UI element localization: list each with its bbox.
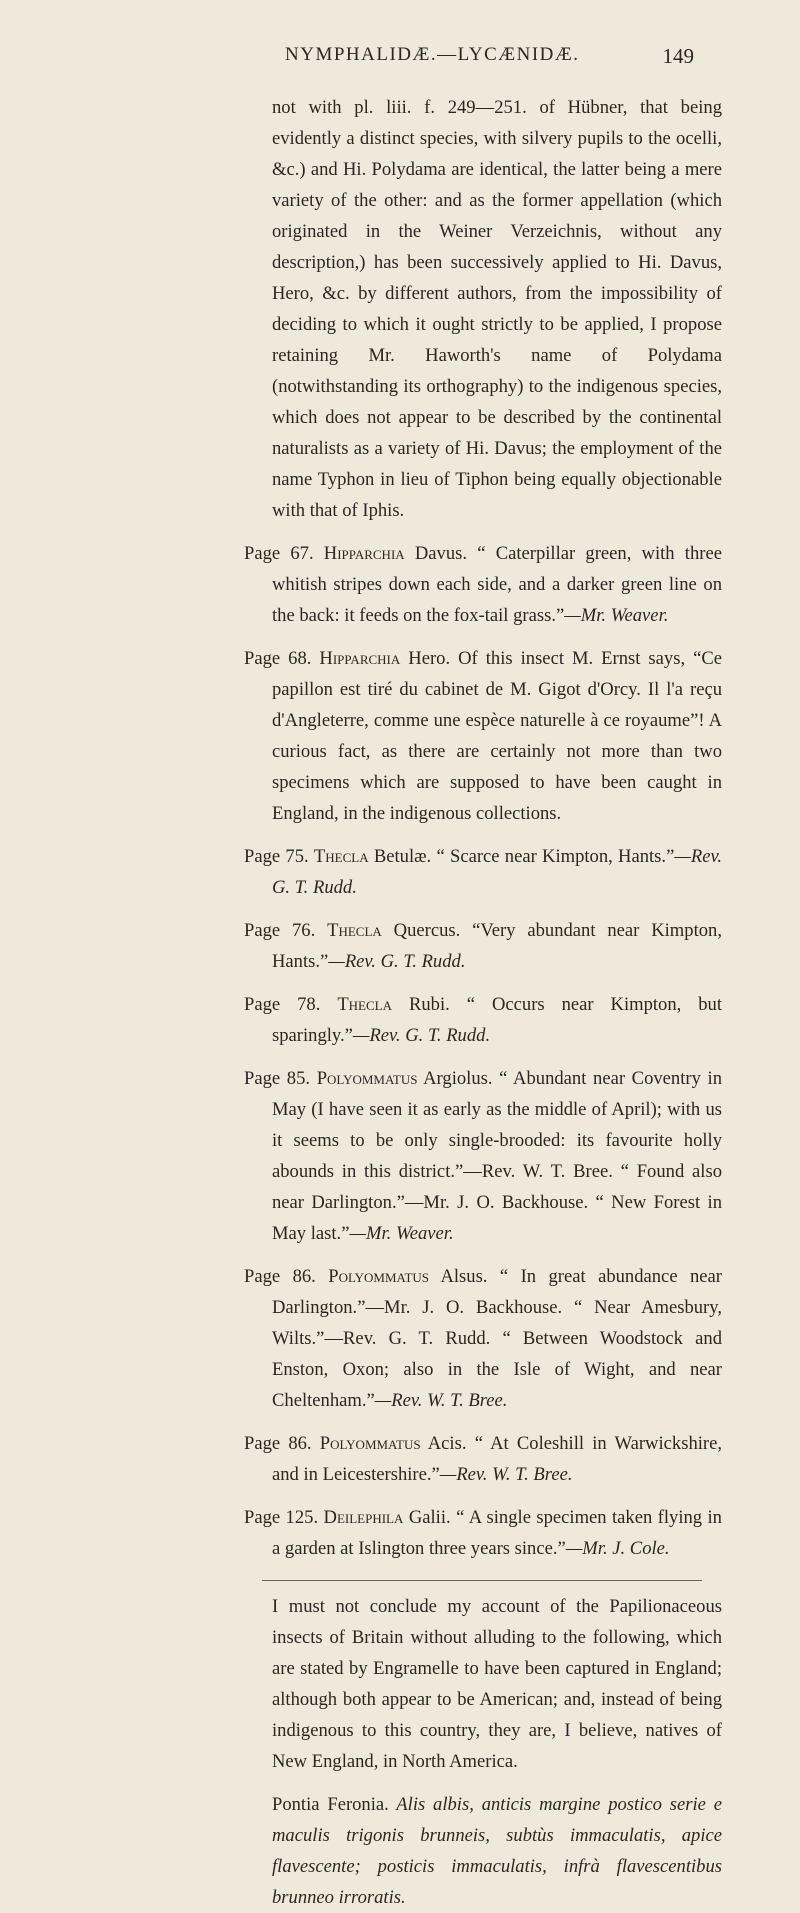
entry-species: Alsus.	[440, 1266, 488, 1287]
entry-text: “Very abundant near Kimpton, Hants.”	[272, 920, 722, 972]
entry-authority: —Rev. G. T. Rudd.	[352, 1025, 491, 1046]
page-body	[0, 92, 800, 1913]
entry-text: “ Scarce near Kimpton, Hants.”	[436, 846, 675, 867]
entry-genus: Hipparchia	[323, 543, 405, 564]
entry-page-ref: Page 78.	[244, 994, 321, 1015]
entry-genus: Thecla	[327, 920, 382, 941]
entry-page-86-alsus	[0, 1261, 800, 1416]
entry-species: Betulæ.	[373, 846, 432, 867]
entry-text: “ Abundant near Coventry in May (I have seen it as early as the middle of April); with us it seems to be only single-brooded: its favourite holly abounds in this district.”—Rev. W. T. Bree. “ Found also near Darlington.”—Mr. J. O. Backhouse. “ New Forest in May last.”	[272, 1068, 722, 1244]
entry-page-ref: Page 86.	[244, 1433, 312, 1454]
page-number: 149	[662, 44, 694, 68]
entry-genus: Polyommatus	[328, 1266, 430, 1287]
entry-page-85	[0, 1063, 800, 1249]
entry-species: Davus.	[414, 543, 468, 564]
entry-text: “ Occurs near Kimpton, but sparingly.”	[272, 994, 722, 1046]
entry-text: “ A single specimen taken flying in a garden at Islington three years since.”	[272, 1507, 722, 1559]
entry-authority: —Rev. W. T. Bree.	[374, 1390, 508, 1411]
entry-page-ref: Page 125.	[244, 1507, 319, 1528]
entry-page-ref: Page 75.	[244, 846, 309, 867]
entry-genus: Deilephila	[323, 1507, 404, 1528]
entry-page-78	[0, 989, 800, 1051]
entry-page-67	[0, 538, 800, 631]
entry-page-125	[0, 1502, 800, 1564]
entry-genus: Hipparchia	[319, 648, 401, 669]
entry-authority: —Rev. G. T. Rudd.	[272, 846, 722, 898]
entry-authority: —Mr. J. Cole.	[565, 1538, 670, 1559]
entry-species: Acis.	[427, 1433, 467, 1454]
entry-text: “ In great abundance near Darlington.”—Mr. J. O. Backhouse. “ Near Amesbury, Wilts.”—Rev. G. T. Rudd. “ Between Woodstock and Enston, Oxon; also in the Isle of Wight, and near Cheltenham.”	[272, 1266, 722, 1411]
entry-text: “ At Coleshill in Warwickshire, and in Leicestershire.”	[272, 1433, 722, 1485]
entry-genus: Polyommatus	[316, 1068, 418, 1089]
entry-authority: —Rev. W. T. Bree.	[439, 1464, 573, 1485]
entry-page-ref: Page 85.	[244, 1068, 311, 1089]
entry-species: Hero.	[408, 648, 451, 669]
entry-page-76	[0, 915, 800, 977]
entry-genus: Thecla	[313, 846, 369, 867]
page-header	[0, 44, 800, 80]
entry-page-75	[0, 841, 800, 903]
section-divider	[262, 1580, 702, 1581]
entry-text: Of this insect M. Ernst says, “Ce papillon est tiré du cabinet de M. Gigot d'Orcy. Il l'a reçu d'Angleterre, comme une espèce naturelle à ce royaume”! A curious fact, as there are certainly not more than two specimens which are supposed to have been caught in England, in the indigenous collections.	[272, 648, 722, 824]
entry-page-ref: Page 67.	[244, 543, 314, 564]
entry-list	[0, 538, 800, 1564]
running-head: NYMPHALIDÆ.—LYCÆNIDÆ.	[285, 44, 580, 65]
closing-paragraph: I must not conclude my account of the Papilionaceous insects of Britain without alluding to the following, which are stated by Engramelle to have been captured in England; although both appear to be American; and, instead of being indigenous to this country, they are, I believe, natives of New England, in North America.	[272, 1596, 722, 1772]
entry-text: “ Caterpillar green, with three whitish stripes down each side, and a darker green line on the back: it feeds on the fox-tail grass.”	[272, 543, 722, 626]
entry-page-86-acis	[0, 1428, 800, 1490]
latin-species-name: Pontia Feronia.	[272, 1794, 389, 1815]
entry-species: Quercus.	[393, 920, 461, 941]
entry-species: Galii.	[408, 1507, 451, 1528]
entry-species: Rubi.	[408, 994, 450, 1015]
entry-page-ref: Page 68.	[244, 648, 312, 669]
entry-authority: —Mr. Weaver.	[349, 1223, 454, 1244]
entry-authority: —Mr. Weaver.	[564, 605, 669, 626]
entry-page-68	[0, 643, 800, 829]
entry-page-ref: Page 86.	[244, 1266, 316, 1287]
entry-authority: —Rev. G. T. Rudd.	[328, 951, 466, 972]
entry-species: Argiolus.	[423, 1068, 493, 1089]
entry-page-ref: Page 76.	[244, 920, 316, 941]
intro-paragraph: not with pl. liii. f. 249—251. of Hübner, that being evidently a distinct species, with silvery pupils to the ocelli, &c.) and Hi. Polydama are identical, the latter being a mere variety of the other: and as the former appellation (which originated in the Weiner Verzeichnis, without any description,) has been successively applied to Hi. Davus, Hero, &c. by different authors, from the impossibility of deciding to which it ought strictly to be applied, I propose retaining Mr. Haworth's name of Polydama (notwithstanding its orthography) to the indigenous species, which does not appear to be described by the continental naturalists as a variety of Hi. Davus; the employment of the name Typhon in lieu of Tiphon being equally objectionable with that of Iphis.	[272, 97, 722, 521]
latin-description: Alis albis, anticis margine postico serie e maculis trigonis brunneis, subtùs immaculatis, apice flavescente; posticis immaculatis, infrà flavescentibus brunneo irroratis.	[272, 1794, 722, 1908]
entry-genus: Thecla	[337, 994, 392, 1015]
latin-entry	[0, 1789, 800, 1913]
entry-genus: Polyommatus	[319, 1433, 421, 1454]
